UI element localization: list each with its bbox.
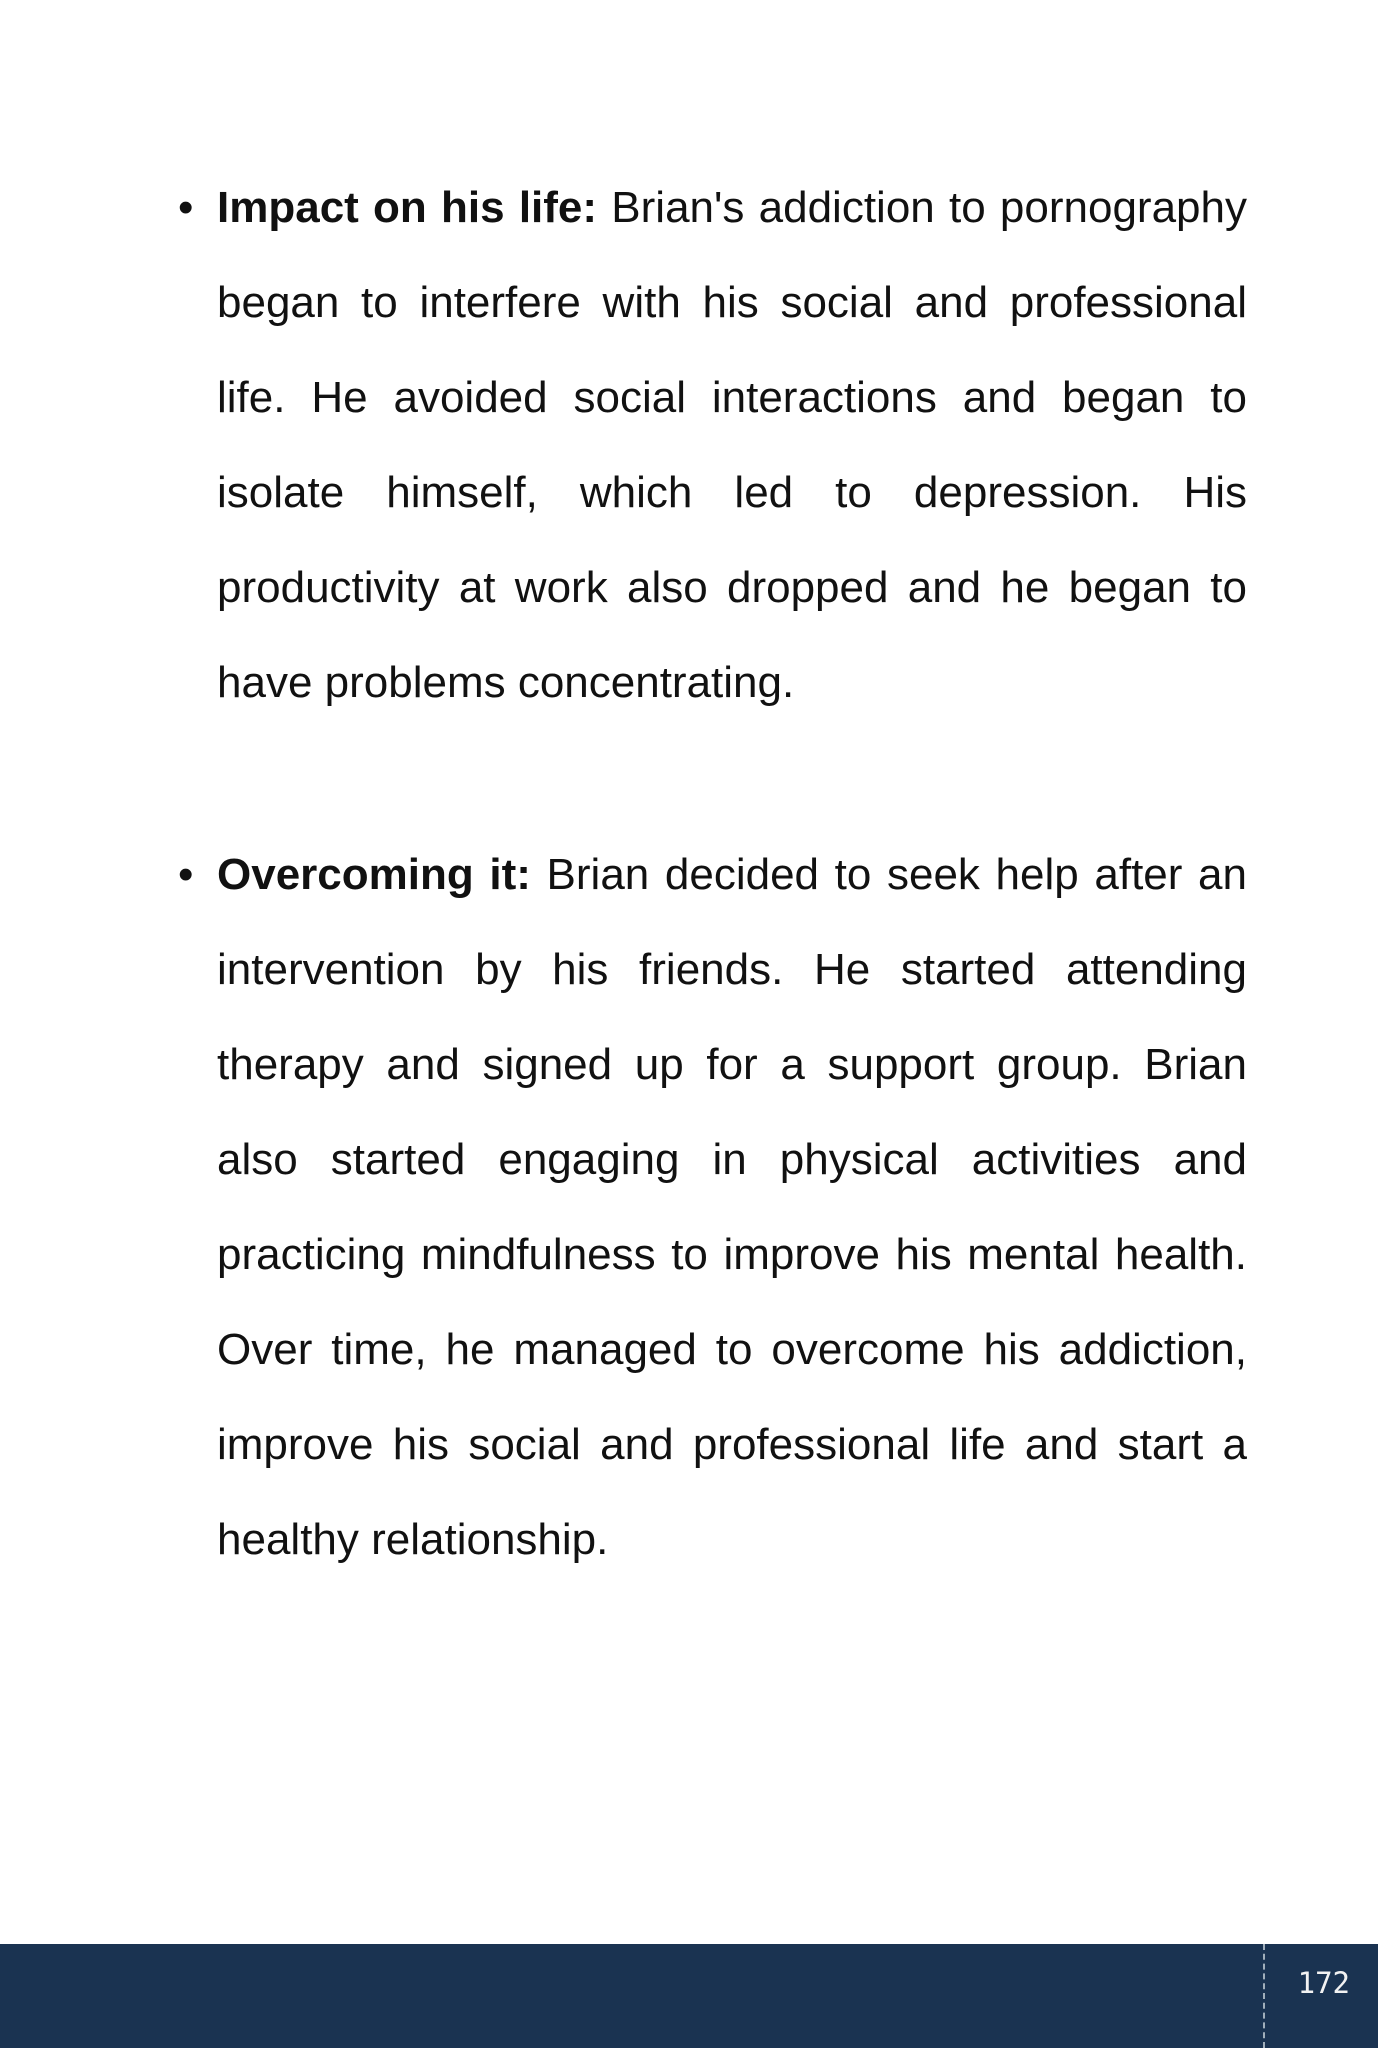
body-line: improve his social and professional life and start a [217, 1420, 1247, 1469]
body-line: therapy and signed up for a support group. Brian [217, 1040, 1247, 1089]
bullet-item-impact [178, 160, 1247, 730]
body-line: productivity at work also dropped and he began to [217, 563, 1247, 612]
bullet-lead-impact: Impact on his life: [217, 183, 598, 232]
bullet-lead-overcoming: Overcoming it: [217, 850, 531, 899]
footer-bar [0, 1944, 1378, 2048]
body-line: have problems concentrating. [217, 658, 795, 707]
page-number: 172 [1297, 1966, 1350, 2000]
footer-divider-dashed-line [1263, 1944, 1265, 2048]
body-line [217, 160, 1247, 255]
body-line: healthy relationship. [217, 1515, 609, 1564]
body-line: Over time, he managed to overcome his addiction, [217, 1325, 1247, 1374]
page-body-text [178, 160, 1247, 1587]
body-line: intervention by his friends. He started attending [217, 945, 1247, 994]
body-line: life. He avoided social interactions and began to [217, 373, 1247, 422]
bullet-item-overcoming [178, 827, 1247, 1587]
bullet-icon: • [178, 183, 194, 232]
body-line-text: Brian's addiction to pornography [611, 183, 1247, 232]
body-line: also started engaging in physical activities and [217, 1135, 1247, 1184]
body-line: isolate himself, which led to depression. His [217, 468, 1247, 517]
body-line: practicing mindfulness to improve his mental health. [217, 1230, 1247, 1279]
body-line-text: Brian decided to seek help after an [546, 850, 1247, 899]
body-line: began to interfere with his social and professional [217, 278, 1247, 327]
bullet-icon: • [178, 850, 194, 899]
body-line [217, 827, 1247, 922]
